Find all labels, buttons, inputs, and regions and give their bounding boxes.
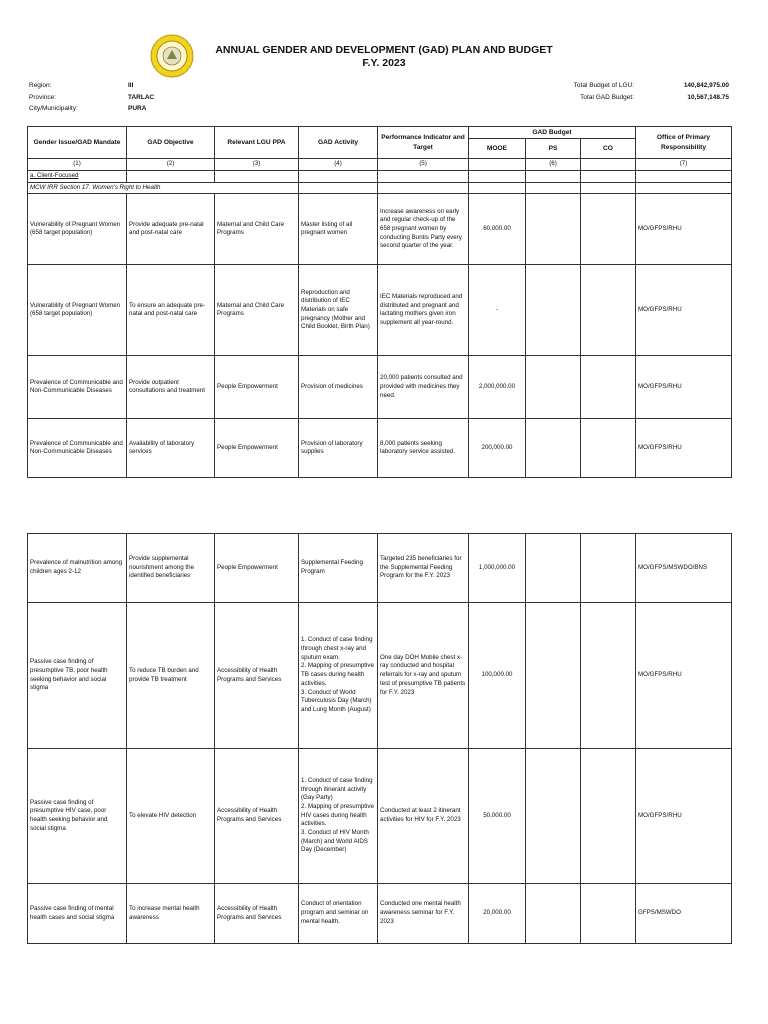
cell-co <box>581 265 636 356</box>
cell-ps <box>526 534 581 603</box>
cell-issue: Prevalence of malnutrition among children ages 2-12 <box>28 534 127 603</box>
gad-plan-table-part-2 <box>27 533 732 944</box>
table-row <box>28 419 732 478</box>
cell-issue: Vulnerability of Pregnant Women (658 target population) <box>28 194 127 265</box>
document-subtitle: F.Y. 2023 <box>362 57 406 69</box>
cell-indicator: IEC Materials reproduced and distributed and pregnant and lactating mothers given iron supplement all year-round. <box>378 265 469 356</box>
cell-ppa: People Empowerment <box>215 419 299 478</box>
col-header-co: CO <box>581 139 636 159</box>
cell-ps <box>526 749 581 884</box>
cell-issue: Vulnerability of Pregnant Women (658 target population) <box>28 265 127 356</box>
table-row <box>28 749 732 884</box>
cell-ppa: Maternal and Child Care Programs <box>215 194 299 265</box>
cell-activity: Conduct of orientation program and seminar on mental health. <box>299 884 378 944</box>
col-number: (2) <box>127 159 215 171</box>
cell-issue: Prevalence of Communicable and Non-Communicable Diseases <box>28 419 127 478</box>
cell-mooe: 20,000.00 <box>469 884 526 944</box>
region-value: III <box>128 82 134 89</box>
gad-plan-table-part-1 <box>27 126 732 478</box>
col-header-ppa: Relevant LGU PPA <box>215 127 299 159</box>
total-gad-budget-value: 10,567,148.75 <box>687 94 729 101</box>
cell-office: MO/GFPS/RHU <box>636 749 732 884</box>
cell-indicator: 8,000 patients seeking laboratory service assisted. <box>378 419 469 478</box>
region-label: Region: <box>29 82 52 89</box>
total-lgu-budget-label: Total Budget of LGU: <box>573 82 634 89</box>
col-number: (7) <box>636 159 732 171</box>
table-row <box>28 194 732 265</box>
mandate-heading: MCW IRR Section 17. Women's Right to Health <box>28 182 299 194</box>
cell-issue: Passive case finding of mental health cases and social stigma <box>28 884 127 944</box>
cell-ppa: People Empowerment <box>215 534 299 603</box>
total-lgu-budget-value: 140,842,975.00 <box>683 82 729 89</box>
col-header-indicator: Performance Indicator and Target <box>378 127 469 159</box>
cell-mooe: 50,000.00 <box>469 749 526 884</box>
col-header-activity: GAD Activity <box>299 127 378 159</box>
cell-activity: Supplemental Feeding Program <box>299 534 378 603</box>
col-number: (3) <box>215 159 299 171</box>
cell-ps <box>526 419 581 478</box>
cell-office: MO/GFPS/RHU <box>636 356 732 419</box>
col-header-office: Office of Primary Responsibility <box>636 127 732 159</box>
province-label: Province: <box>29 94 57 101</box>
table-row <box>28 884 732 944</box>
cell-ppa: Accessibility of Health Programs and Services <box>215 603 299 749</box>
cell-ps <box>526 884 581 944</box>
province-value: TARLAC <box>128 94 155 101</box>
cell-co <box>581 194 636 265</box>
table-row <box>28 603 732 749</box>
cell-office: MO/GFPS/RHU <box>636 603 732 749</box>
cell-issue: Prevalence of Communicable and Non-Communicable Diseases <box>28 356 127 419</box>
section-heading: a. Client-Focused <box>28 170 127 182</box>
cell-indicator: 20,000 patients consulted and provided with medicines they need. <box>378 356 469 419</box>
cell-activity: Reproduction and distribution of IEC Materials on safe pregnancy (Mother and Child Booklet, Birth Plan) <box>299 265 378 356</box>
cell-ps <box>526 265 581 356</box>
cell-mooe: 60,000.00 <box>469 194 526 265</box>
cell-indicator: Conducted one mental health awareness seminar for F.Y. 2023 <box>378 884 469 944</box>
cell-mooe: 1,000,000.00 <box>469 534 526 603</box>
col-header-gad-budget: GAD Budget <box>469 127 636 139</box>
cell-mooe: 2,000,000.00 <box>469 356 526 419</box>
cell-ps <box>526 356 581 419</box>
cell-objective: Provide adequate pre-natal and post-natal care <box>127 194 215 265</box>
document-title: ANNUAL GENDER AND DEVELOPMENT (GAD) PLAN AND BUDGET <box>215 44 553 56</box>
col-header-ps: PS <box>526 139 581 159</box>
cell-issue: Passive case finding of presumptive TB, poor health seeking behavior and social stigma <box>28 603 127 749</box>
cell-mooe: 200,000.00 <box>469 419 526 478</box>
col-number: (4) <box>299 159 378 171</box>
cell-co <box>581 534 636 603</box>
cell-objective: To ensure an adequate pre-natal and post-natal care <box>127 265 215 356</box>
cell-ppa: People Empowerment <box>215 356 299 419</box>
cell-ps <box>526 194 581 265</box>
cell-indicator: Targeted 235 beneficiaries for the Supplemental Feeding Program for the F.Y. 2023 <box>378 534 469 603</box>
cell-office: MO/GFPS/MSWDO/BNS <box>636 534 732 603</box>
cell-objective: Availability of laboratory services <box>127 419 215 478</box>
cell-activity: Master listing of all pregnant women <box>299 194 378 265</box>
cell-objective: To elevate HIV detection <box>127 749 215 884</box>
cell-activity: 1. Conduct of case finding through chest x-ray and sputum exam. 2. Mapping of presumptive TB cases during health activities. 3. Conduct of World Tuberculosis Day (March) and Lung Month (August) <box>299 603 378 749</box>
cell-activity: Provision of medicines <box>299 356 378 419</box>
cell-mooe: - <box>469 265 526 356</box>
col-header-issue: Gender Issue/GAD Mandate <box>28 127 127 159</box>
cell-issue: Passive case finding of presumptive HIV case, poor health seeking behavior and social stigma <box>28 749 127 884</box>
table-row <box>28 265 732 356</box>
cell-indicator: Increase awareness on early and regular check-up of the 658 pregnant women by conducting Buntis Party every second quarter of the year. <box>378 194 469 265</box>
cell-indicator: One day DOH Mobile chest x-ray conducted and hospital referrals for x-ray and sputum test of presumptive TB patients for F.Y. 2023 <box>378 603 469 749</box>
cell-co <box>581 356 636 419</box>
col-number: (1) <box>28 159 127 171</box>
cell-co <box>581 749 636 884</box>
cell-objective: Provide outpatient consultations and treatment <box>127 356 215 419</box>
cell-objective: To increase mental health awareness <box>127 884 215 944</box>
cell-co <box>581 884 636 944</box>
col-number: (6) <box>526 159 581 171</box>
table-row <box>28 356 732 419</box>
city-label: City/Municipality: <box>29 105 78 112</box>
cell-ppa: Accessibility of Health Programs and Services <box>215 749 299 884</box>
cell-activity: 1. Conduct of case finding through itinerant activity (Gay Party) 2. Mapping of presumptive HIV cases during health activities. 3. Conduct of HIV Month (March) and World AIDS Day (December) <box>299 749 378 884</box>
cell-mooe: 100,000.00 <box>469 603 526 749</box>
cell-indicator: Conducted at least 2 itinerant activities for HIV for F.Y. 2023 <box>378 749 469 884</box>
cell-ppa: Accessibility of Health Programs and Services <box>215 884 299 944</box>
total-gad-budget-label: Total GAD Budget: <box>580 94 634 101</box>
col-header-mooe: MOOE <box>469 139 526 159</box>
cell-office: GFPS/MSWDO <box>636 884 732 944</box>
cell-objective: To reduce TB burden and provide TB treatment <box>127 603 215 749</box>
cell-co <box>581 419 636 478</box>
cell-ps <box>526 603 581 749</box>
col-number: (5) <box>378 159 469 171</box>
table-row <box>28 534 732 603</box>
city-value: PURA <box>128 105 147 112</box>
cell-office: MO/GFPS/RHU <box>636 419 732 478</box>
cell-co <box>581 603 636 749</box>
cell-office: MO/GFPS/RHU <box>636 265 732 356</box>
cell-objective: Provide supplemental nourishment among the identified beneficiaries <box>127 534 215 603</box>
cell-office: MO/GFPS/RHU <box>636 194 732 265</box>
col-header-objective: GAD Objective <box>127 127 215 159</box>
municipal-seal-logo <box>150 34 194 78</box>
cell-ppa: Maternal and Child Care Programs <box>215 265 299 356</box>
cell-activity: Provision of laboratory supplies <box>299 419 378 478</box>
